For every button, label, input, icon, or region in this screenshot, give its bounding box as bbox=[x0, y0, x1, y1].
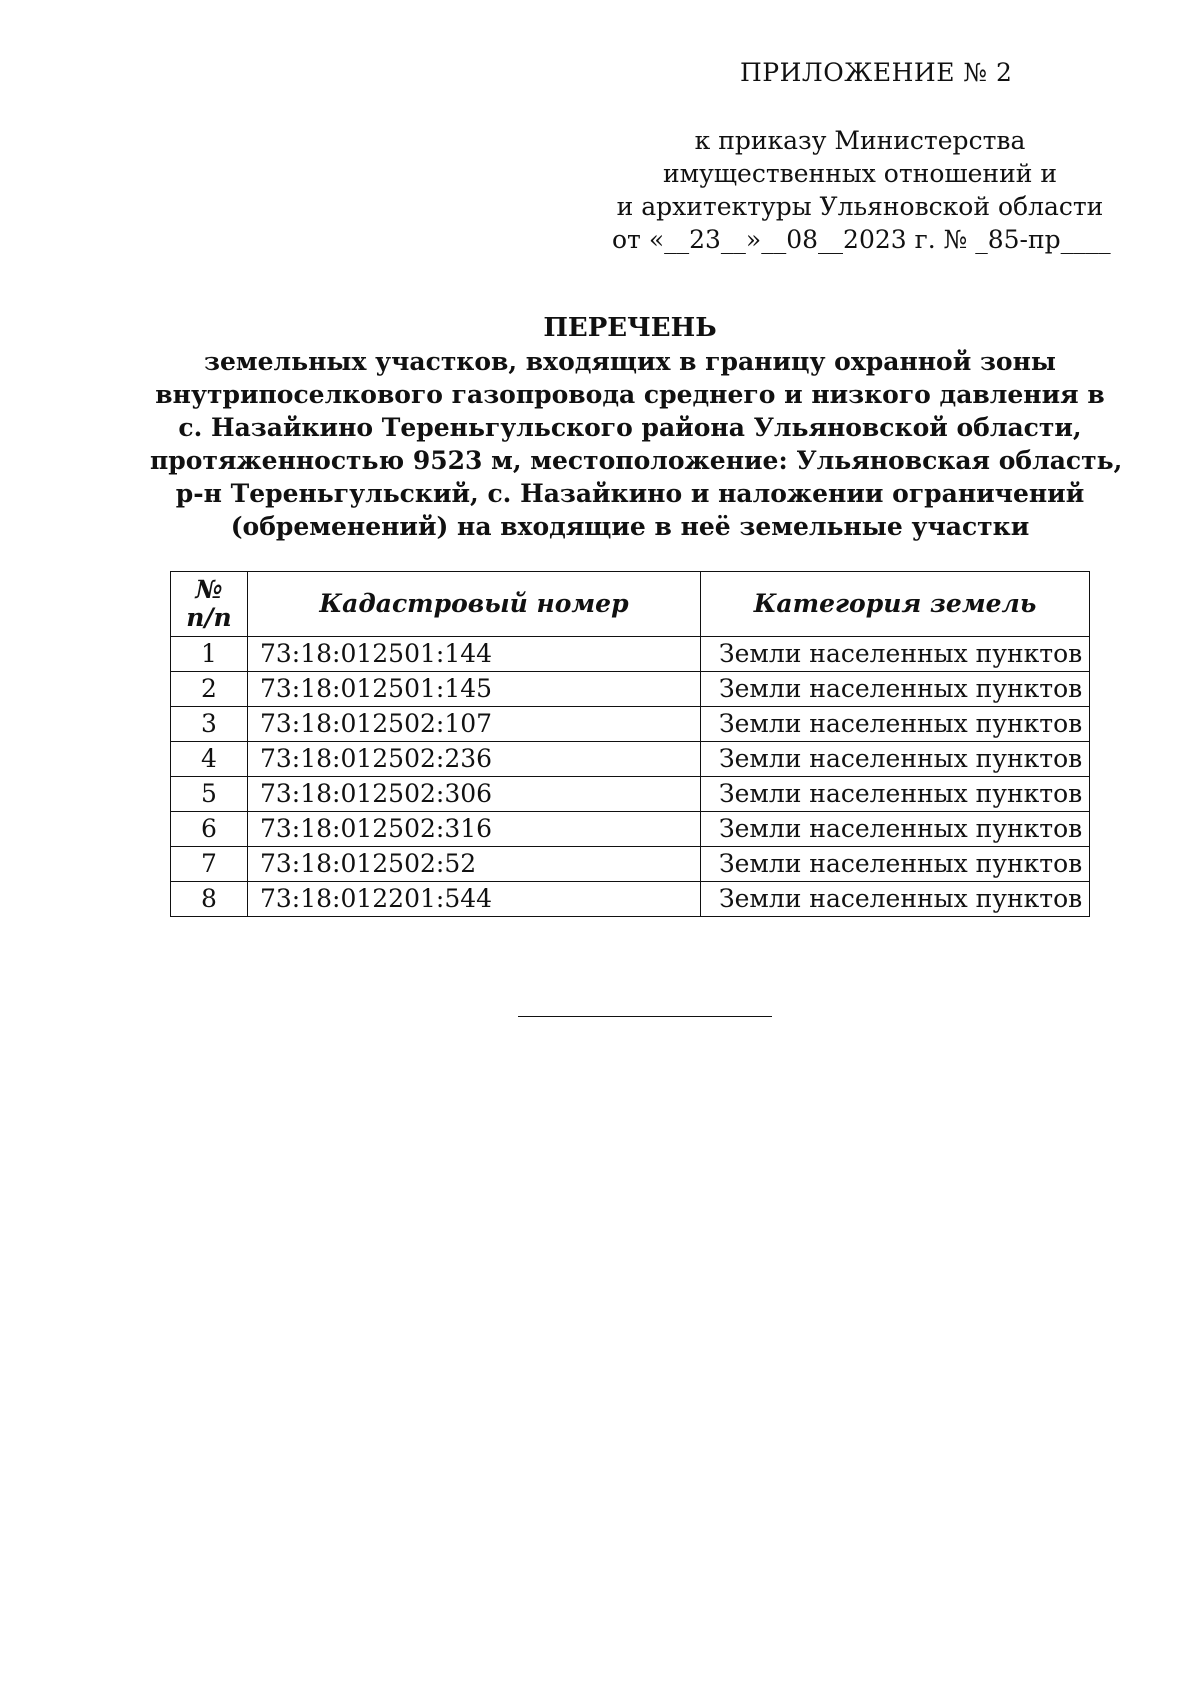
row-number: 1 bbox=[171, 637, 248, 672]
row-number: 3 bbox=[171, 707, 248, 742]
table-row bbox=[171, 777, 1090, 812]
header-cadastral-number: Кадастровый номер bbox=[248, 572, 701, 637]
land-category: Земли населенных пунктов bbox=[701, 742, 1090, 777]
cadastral-number: 73:18:012502:306 bbox=[248, 777, 701, 812]
header-number-abbr: п/п bbox=[186, 603, 232, 632]
document-title: ПЕРЕЧЕНЬ bbox=[543, 313, 717, 343]
heading-line-2: внутрипоселкового газопровода среднего и низкого давления в bbox=[155, 380, 1105, 409]
land-plots-table bbox=[170, 571, 1090, 917]
order-line-3: и архитектуры Ульяновской области bbox=[616, 192, 1104, 221]
table-row bbox=[171, 882, 1090, 917]
end-of-document-rule bbox=[518, 1016, 772, 1017]
land-category: Земли населенных пунктов bbox=[701, 637, 1090, 672]
table-row bbox=[171, 707, 1090, 742]
land-category: Земли населенных пунктов bbox=[701, 777, 1090, 812]
row-number: 5 bbox=[171, 777, 248, 812]
cadastral-number: 73:18:012502:236 bbox=[248, 742, 701, 777]
heading-line-5: р-н Тереньгульский, с. Назайкино и наложении ограничений bbox=[175, 479, 1085, 508]
land-category: Земли населенных пунктов bbox=[701, 882, 1090, 917]
appendix-title: ПРИЛОЖЕНИЕ № 2 bbox=[740, 58, 1013, 87]
land-category: Земли населенных пунктов bbox=[701, 707, 1090, 742]
heading-line-1: земельных участков, входящих в границу охранной зоны bbox=[204, 347, 1056, 376]
heading-line-3: с. Назайкино Тереньгульского района Ульяновской области, bbox=[178, 413, 1082, 442]
order-line-1: к приказу Министерства bbox=[694, 126, 1026, 155]
order-reference bbox=[600, 124, 1120, 256]
table-row bbox=[171, 847, 1090, 882]
cadastral-number: 73:18:012201:544 bbox=[248, 882, 701, 917]
heading-line-6: (обременений) на входящие в неё земельные участки bbox=[230, 512, 1030, 541]
cadastral-number: 73:18:012502:52 bbox=[248, 847, 701, 882]
cadastral-number: 73:18:012501:144 bbox=[248, 637, 701, 672]
table-row bbox=[171, 742, 1090, 777]
row-number: 6 bbox=[171, 812, 248, 847]
row-number: 7 bbox=[171, 847, 248, 882]
cadastral-number: 73:18:012502:316 bbox=[248, 812, 701, 847]
row-number: 2 bbox=[171, 672, 248, 707]
land-category: Земли населенных пунктов bbox=[701, 847, 1090, 882]
document-heading bbox=[150, 312, 1123, 543]
table-header-row bbox=[171, 572, 1090, 637]
land-category: Земли населенных пунктов bbox=[701, 672, 1090, 707]
header-number-symbol: № bbox=[195, 575, 223, 604]
cadastral-number: 73:18:012502:107 bbox=[248, 707, 701, 742]
heading-line-4: протяженностью 9523 м, местоположение: Ульяновская область, bbox=[150, 446, 1123, 475]
order-line-2: имущественных отношений и bbox=[662, 159, 1058, 188]
table-row bbox=[171, 812, 1090, 847]
order-date-number: от «__23__»__08__2023 г. № _85-пр____ bbox=[612, 225, 1111, 254]
cadastral-number: 73:18:012501:145 bbox=[248, 672, 701, 707]
row-number: 4 bbox=[171, 742, 248, 777]
land-category: Земли населенных пунктов bbox=[701, 812, 1090, 847]
table-row bbox=[171, 672, 1090, 707]
header-number bbox=[171, 572, 248, 637]
table-row bbox=[171, 637, 1090, 672]
header-land-category: Категория земель bbox=[701, 572, 1090, 637]
row-number: 8 bbox=[171, 882, 248, 917]
